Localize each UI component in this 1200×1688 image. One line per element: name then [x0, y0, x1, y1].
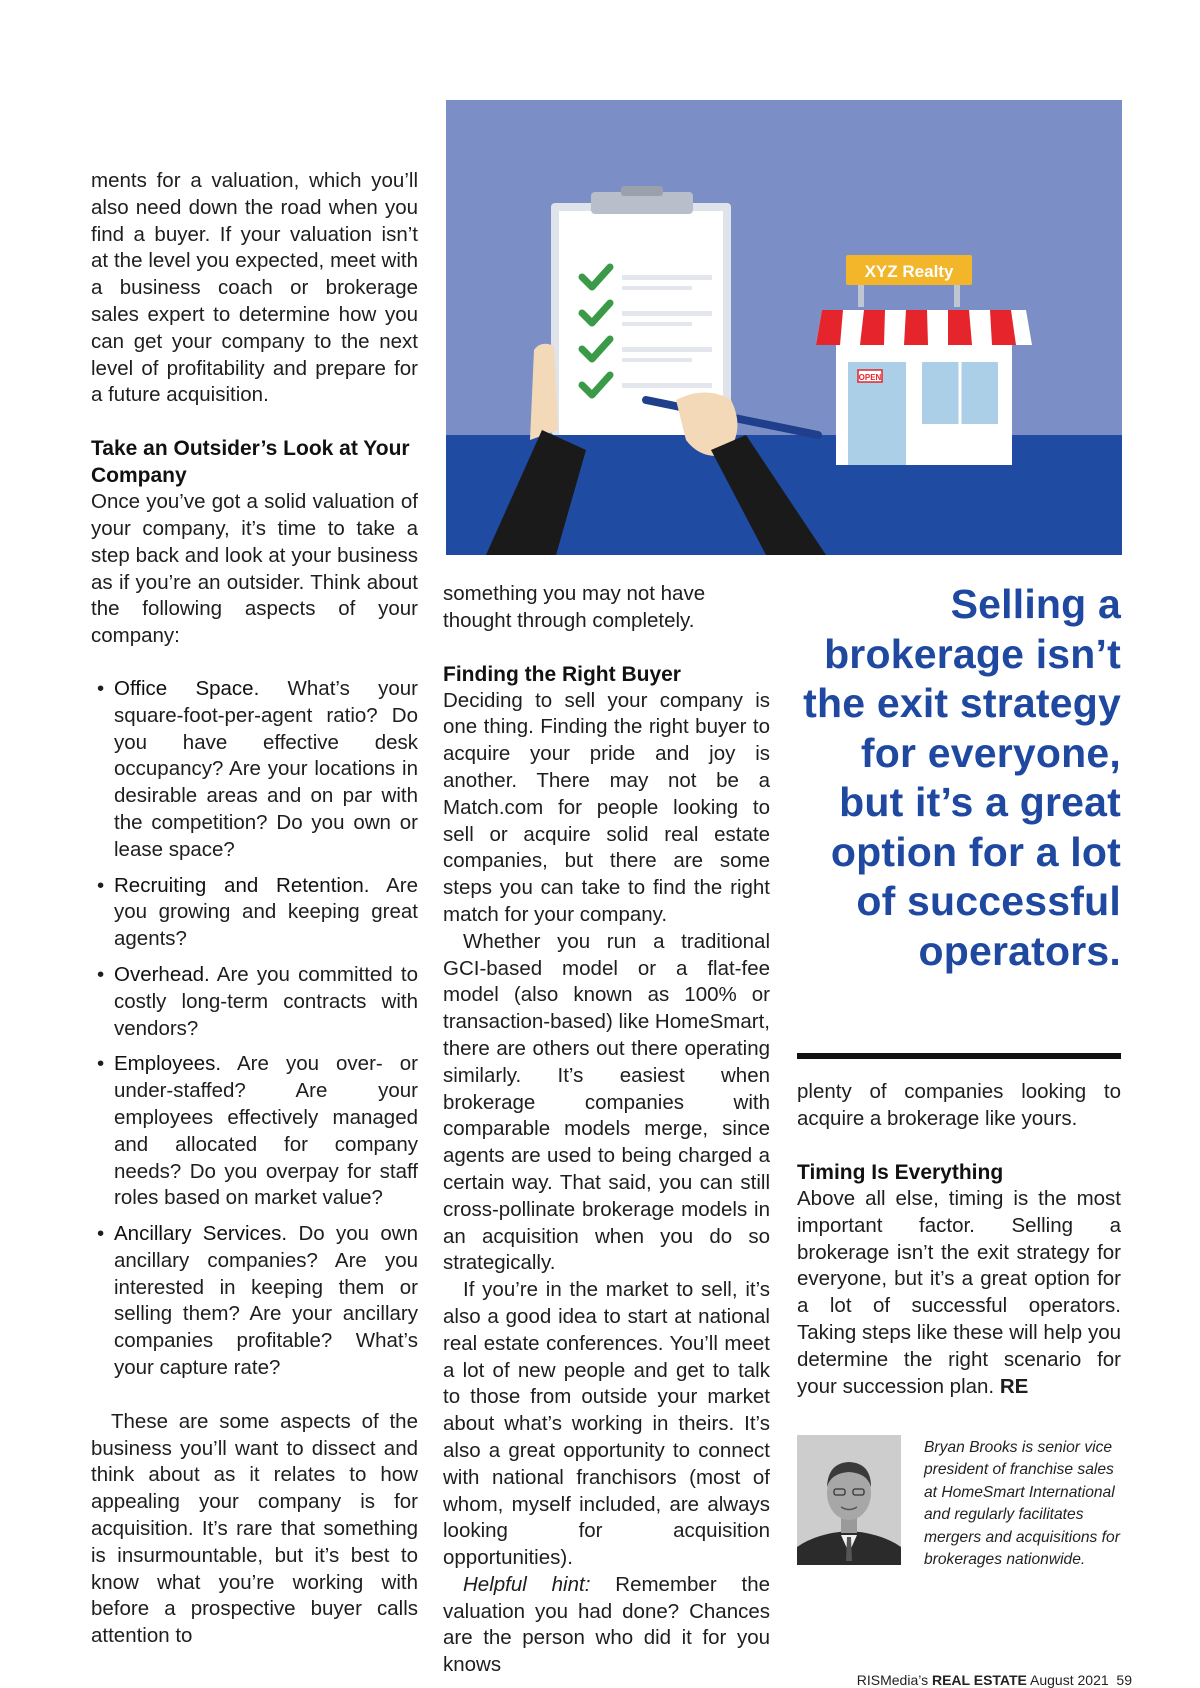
open-sign-text: OPEN: [858, 373, 882, 382]
bullet-text: What’s your square-foot-per-agent ratio? Do you have effective desk occupancy? Are your locations in desirable areas and on par with the competition? Do you own or lease space?: [114, 676, 418, 861]
bullet-term: Ancillary Services.: [114, 1222, 288, 1246]
col1-para: Once you’ve got a solid valuation of your company, it’s time to take a step back and look at your business as if you’re an outsider. Think about the following aspects of your company:: [91, 490, 418, 648]
author-photo: [797, 1435, 901, 1565]
bullet-term: Office Space.: [114, 676, 260, 700]
footer-publisher: RISMedia’s: [856, 1672, 929, 1688]
pull-quote: Selling a brokerage isn’t the exit strategy for everyone, but it’s a great option for a lot of successful operators.: [803, 581, 1121, 974]
author-bio: Bryan Brooks is senior vice president of franchise sales at HomeSmart International and regularly facilitates mergers and acquisitions for brokerages nationwide.: [924, 1439, 1120, 1569]
pull-quote-rule: [797, 1053, 1121, 1059]
bullet-text: Are you committed to costly long-term contracts with vendors?: [114, 962, 418, 1040]
footer-magazine: REAL ESTATE: [931, 1672, 1027, 1688]
bullet-text: Do you own ancillary companies? Are you interested in keeping them or selling them? Are your ancillary companies profitable? What’s your capture rate?: [114, 1222, 418, 1380]
bullet-term: Recruiting and Retention.: [114, 873, 370, 897]
section-heading-buyer: Finding the Right Buyer: [443, 662, 681, 686]
col3-para-text: Above all else, timing is the most important factor. Selling a brokerage isn’t the exit strategy for everyone, but it’s a great option for a lot of successful operators. Taking steps like these will help you determine the right scenario for your succession plan.: [797, 1187, 1121, 1398]
list-item: • Employees. Are you over- or under-staffed? Are your employees effectively managed and allocated for company needs? Do you overpay for staff roles based on market value?: [97, 1052, 418, 1210]
bullet-text: Are you over- or under-staffed? Are your employees effectively managed and allocated for company needs? Do you overpay for staff roles based on market value?: [114, 1052, 418, 1210]
store-sign-text: XYZ Realty: [864, 262, 954, 281]
bullet-term: Overhead.: [114, 962, 210, 986]
col3-intro: plenty of companies looking to acquire a brokerage like yours.: [797, 1080, 1121, 1130]
col2-hint: [443, 1572, 770, 1679]
section-heading-timing: Timing Is Everything: [797, 1161, 1004, 1184]
section-heading-outsider: Take an Outsider’s Look at Your Company: [91, 437, 410, 488]
column-1: [91, 168, 418, 1650]
col1-intro: ments for a valuation, which you’ll also need down the road when you find a buyer. If your valuation isn’t at the level you expected, meet with a business coach or brokerage sales expert to determine how you can get your company to the next level of profitability and prepare for a future acquisition.: [91, 169, 418, 407]
col2-p3: If you’re in the market to sell, it’s also a good idea to start at national real estate conferences. You’ll meet a lot of new people and get to talk to those from outside your market about what’s working in theirs. It’s also a great opportunity to connect with national franchisors (most of whom, myself included, are always looking for acquisition opportunities).: [443, 1278, 770, 1570]
hint-text: Remember the valuation you had done? Chances are the person who did it for you knows: [443, 1572, 771, 1677]
col2-p1: Deciding to sell your company is one thing. Finding the right buyer to acquire your pride and joy is another. There may not be a Match.com for people looking to sell or acquire solid real estate companies, but there are some steps you can take to find the right match for your company.: [443, 688, 770, 926]
column-3: [797, 1159, 1121, 1400]
footer-issue: August 2021: [1030, 1672, 1109, 1688]
list-item: • Overhead. Are you committed to costly long-term contracts with vendors?: [97, 962, 418, 1040]
aspects-list: [91, 676, 418, 1382]
list-item: • Ancillary Services. Do you own ancillary companies? Are you interested in keeping them or selling them? Are your ancillary companies profitable? What’s your capture rate?: [97, 1222, 418, 1380]
column-2: [443, 581, 770, 1679]
list-item: • Recruiting and Retention. Are you growing and keeping great agents?: [97, 873, 418, 951]
col2-p2: Whether you run a traditional GCI-based model or a flat-fee model (also known as 100% or transaction-based) like HomeSmart, there are others out there operating similarly. It’s easiest when brokerage companies with comparable models merge, since agents are used to being charged a certain way. That said, you can still cross-pollinate brokerage models in an acquisition when you do so strategically.: [443, 929, 770, 1275]
col3-para: [797, 1186, 1121, 1400]
hint-label: Helpful hint:: [463, 1572, 591, 1596]
clipboard-storefront-illustration: [446, 100, 1122, 555]
page-number: 59: [1116, 1672, 1132, 1688]
bullet-text: Are you growing and keeping great agents?: [114, 873, 418, 951]
col1-closing: These are some aspects of the business you’ll want to dissect and think about as it relates to how appealing your company is for acquisition. It’s rare that something is insurmountable, but it’s best to know what you’re working with before a prospective buyer calls attention to: [91, 1409, 418, 1648]
page-footer: [857, 1672, 1132, 1688]
signoff: RE: [999, 1374, 1029, 1398]
col2-intro: something you may not have thought through completely.: [443, 582, 706, 632]
bullet-term: Employees.: [114, 1052, 222, 1076]
list-item: • Office Space. What’s your square-foot-per-agent ratio? Do you have effective desk occupancy? Are your locations in desirable areas and on par with the competition? Do you own or lease space?: [97, 676, 418, 861]
